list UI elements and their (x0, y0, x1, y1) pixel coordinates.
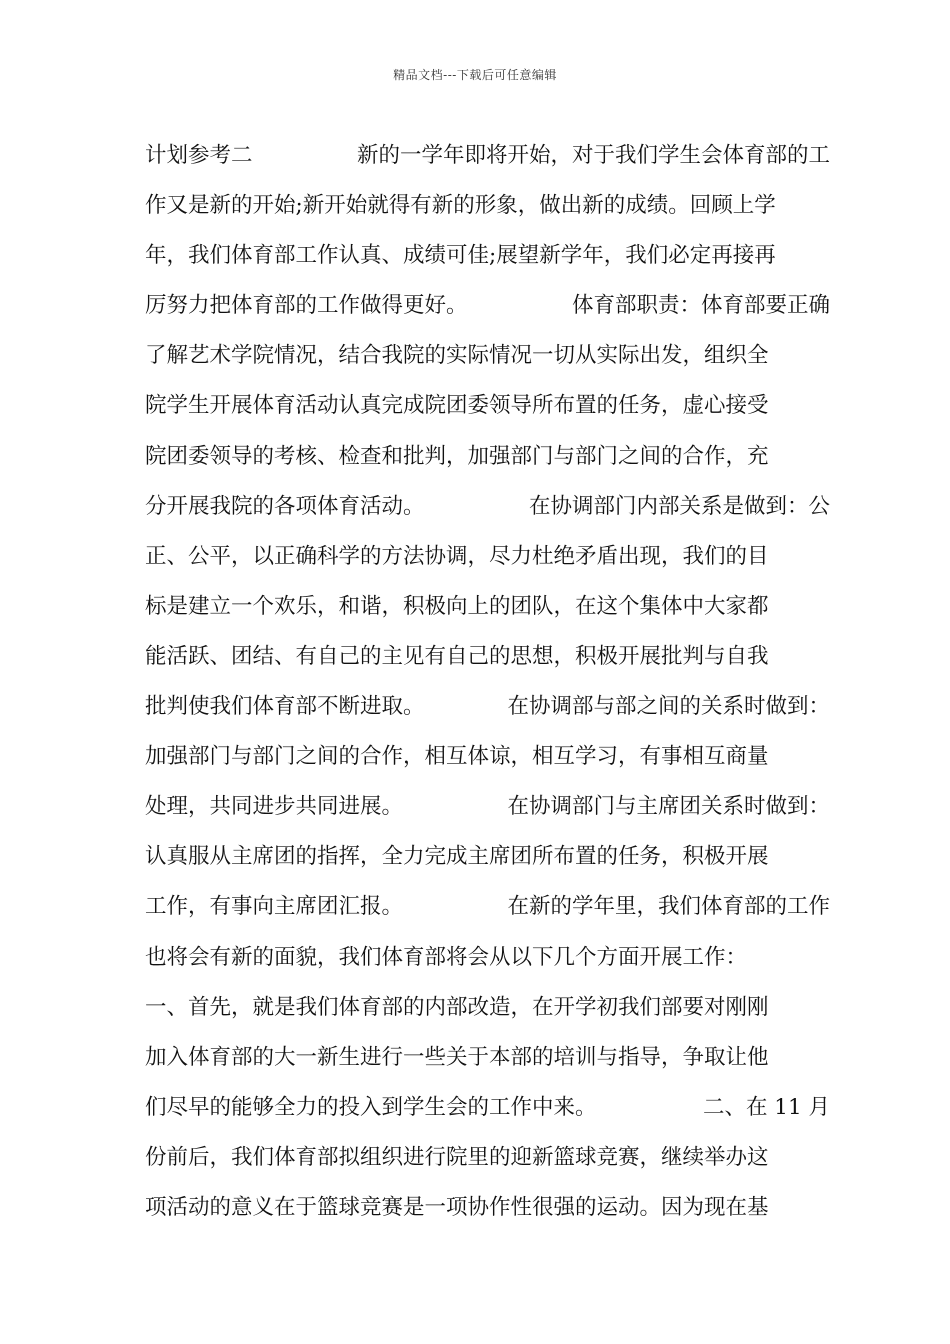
text-line (145, 1033, 830, 1083)
text-segment: 作又是新的开始;新开始就得有新的形象，做出新的成绩。回顾上学 (145, 193, 776, 219)
text-segment: 了解艺术学院情况，结合我院的实际情况一切从实际出发，组织全 (145, 343, 769, 369)
text-segment: 加强部门与部门之间的合作，相互体谅，相互学习，有事相互商量 (145, 744, 769, 770)
text-segment: 处理，共同进步共同进展。 (145, 794, 404, 820)
text-line (145, 331, 830, 381)
text-line (145, 381, 830, 431)
text-line (145, 1183, 830, 1233)
text-line (145, 482, 830, 532)
document-body (145, 131, 830, 1233)
text-line (145, 983, 830, 1033)
text-line (145, 732, 830, 782)
text-segment: 份前后，我们体育部拟组织进行院里的迎新篮球竞赛，继续举办这 (145, 1144, 769, 1170)
text-segment: 在协调部与部之间的关系时做到： (507, 694, 830, 720)
text-segment: 分开展我院的各项体育活动。 (145, 493, 425, 519)
text-segment: 能活跃、团结、有自己的主见有自己的思想，积极开展批判与自我 (145, 643, 769, 669)
text-line (145, 1133, 830, 1183)
text-line (145, 181, 830, 231)
page-header: 精品文档---下载后可任意编辑 (393, 68, 557, 82)
text-segment: 也将会有新的面貌，我们体育部将会从以下几个方面开展工作： (145, 944, 748, 970)
text-segment: 一、首先，就是我们体育部的内部改造，在开学初我们部要对刚刚 (145, 994, 769, 1020)
text-line (145, 882, 830, 932)
text-line (145, 231, 830, 281)
text-line (145, 281, 830, 331)
text-line (145, 933, 830, 983)
text-segment: 在协调部门内部关系是做到：公 (528, 493, 830, 519)
text-segment: 厉努力把体育部的工作做得更好。 (145, 293, 468, 319)
text-segment: 认真服从主席团的指挥，全力完成主席团所布置的任务，积极开展 (145, 844, 769, 870)
text-line (145, 131, 830, 181)
text-segment: 年，我们体育部工作认真、成绩可佳;展望新学年，我们必定再接再 (145, 243, 776, 269)
text-line (145, 1083, 830, 1133)
text-line (145, 432, 830, 482)
text-segment: 新的一学年即将开始，对于我们学生会体育部的工 (356, 143, 830, 168)
text-segment: 院学生开展体育活动认真完成院团委领导所布置的任务，虚心接受 (145, 393, 769, 419)
text-segment: 工作，有事向主席团汇报。 (145, 894, 404, 920)
text-segment: 加入体育部的大一新生进行一些关于本部的培训与指导，争取让他 (145, 1044, 769, 1070)
text-line (145, 632, 830, 682)
text-line (145, 832, 830, 882)
text-segment: 们尽早的能够全力的投入到学生会的工作中来。 (145, 1094, 597, 1120)
text-line (145, 582, 830, 632)
text-segment: 计划参考二 (145, 143, 253, 168)
text-segment: 二、在 11 月 (702, 1094, 830, 1120)
text-segment: 标是建立一个欢乐，和谐，积极向上的团队，在这个集体中大家都 (145, 593, 769, 619)
text-segment: 院团委领导的考核、检查和批判，加强部门与部门之间的合作，充 (145, 443, 769, 469)
text-segment: 在新的学年里，我们体育部的工作 (507, 894, 830, 920)
text-segment: 项活动的意义在于篮球竞赛是一项协作性很强的运动。因为现在基 (145, 1194, 769, 1220)
text-segment: 在协调部门与主席团关系时做到： (507, 794, 830, 820)
text-line (145, 532, 830, 582)
text-segment: 批判使我们体育部不断进取。 (145, 694, 425, 720)
text-segment: 体育部职责：体育部要正确 (571, 293, 830, 319)
text-segment: 正、公平，以正确科学的方法协调，尽力杜绝矛盾出现，我们的目 (145, 543, 769, 569)
text-line (145, 682, 830, 732)
text-line (145, 782, 830, 832)
